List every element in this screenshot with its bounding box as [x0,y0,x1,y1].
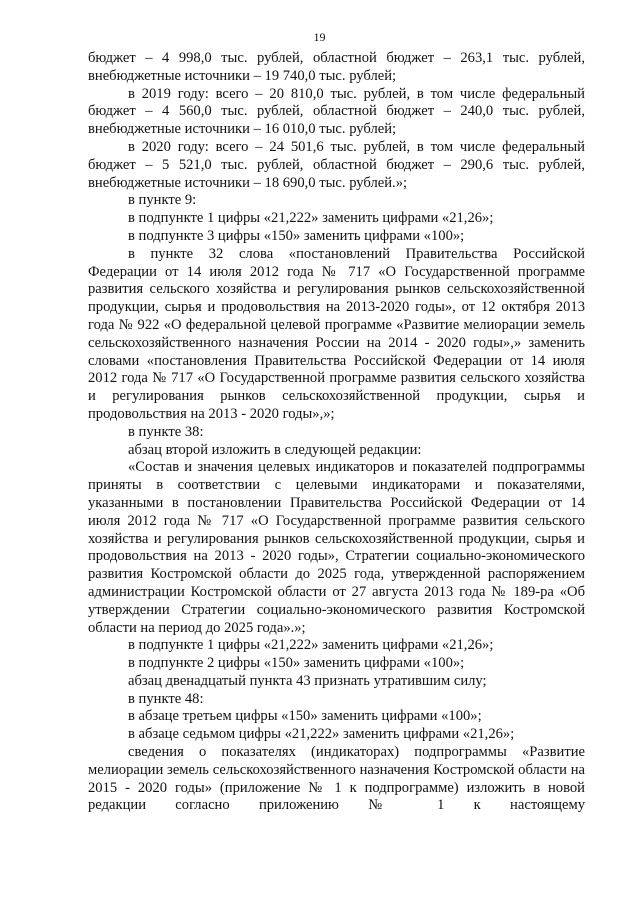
paragraph-item-38-sub-2: в подпункте 2 цифры «150» заменить цифрами «100»; [128,655,465,672]
paragraph-item-48-seventh: в абзаце седьмом цифры «21,222» заменить цифрами «21,26»; [128,726,515,743]
paragraph-budget-2020: в 2020 году: всего – 24 501,6 тыс. рублей, в том числе федеральный бюджет – 5 521,0 тыс. рублей, областной бюджет – 290,6 тыс. рублей, внебюджетные источники – 18 690,0 тыс. рублей.»; [88,138,585,191]
paragraph-item-38-sub-1: в подпункте 1 цифры «21,222» заменить цифрами «21,26»; [128,637,494,654]
paragraph-item-38-quote: «Состав и значения целевых индикаторов и показателей подпрограммы приняты в соответствии с целевыми индикаторами и показателями, указанными в постановлении Правительства Российской Федерации от 14 июля 2012 года № 717 «О Государственной программе развития сельского хозяйства и регулирования рынков сельскохозяйственной продукции, сырья и продовольствия на 2013 - 2020 годы», Стратегии социально-экономического развития Костромской области до 2025 года, утвержденной распоряжением администрации Костромской области от 27 августа 2013 года № 189-ра «Об утверждении Стратегии социально-экономического развития Костромской области на период до 2025 года».»; [88,459,585,636]
paragraph-item-9-sub-3: в подпункте 3 цифры «150» заменить цифрами «100»; [128,227,465,244]
paragraph-item-38: в пункте 38: [128,423,204,440]
paragraph-item-38-intro: абзац второй изложить в следующей редакции: [128,441,422,458]
paragraph-item-48: в пункте 48: [128,690,204,707]
paragraph-item-32: в пункте 32 слова «постановлений Правительства Российской Федерации от 14 июля 2012 года № 717 «О Государственной программе развития сельского хозяйства и регулирования рынков сельскохозяйственной продукции, сырья и продовольствия на 2013-2020 годы», от 12 октября 2013 года № 922 «О федеральной целевой программе «Развитие мелиорации земель сельскохозяйственного назначения России на 2014 - 2020 годы»,» заменить словами «постановления Правительства Российской Федерации от 14 июля 2012 года № 717 «О Государственной программе развития сельского хозяйства и регулирования рынков сельскохозяйственной продукции, сырья и продовольствия на 2013 - 2020 годы»,»; [88,245,585,422]
paragraph-item-43: абзац двенадцатый пункта 43 признать утратившим силу; [128,672,487,689]
document-body [88,50,585,815]
paragraph-budget-2018-end: бюджет – 4 998,0 тыс. рублей, областной бюджет – 263,1 тыс. рублей, внебюджетные источники – 19 740,0 тыс. рублей; [88,50,585,84]
paragraph-item-48-third: в абзаце третьем цифры «150» заменить цифрами «100»; [128,708,482,725]
page-number: 19 [313,30,326,44]
paragraph-indicators-appendix: сведения о показателях (индикаторах) подпрограммы «Развитие мелиорации земель сельскохозяйственного назначения Костромской области на 2015 - 2020 годы» (приложение № 1 к подпрограмме) изложить в новой редакции согласно приложению № 1 к настоящему [88,744,585,814]
paragraph-budget-2019: в 2019 году: всего – 20 810,0 тыс. рублей, в том числе федеральный бюджет – 4 560,0 тыс. рублей, областной бюджет – 240,0 тыс. рублей, внебюджетные источники – 16 010,0 тыс. рублей; [88,85,585,138]
paragraph-item-9: в пункте 9: [128,192,197,209]
paragraph-item-9-sub-1: в подпункте 1 цифры «21,222» заменить цифрами «21,26»; [128,210,494,227]
